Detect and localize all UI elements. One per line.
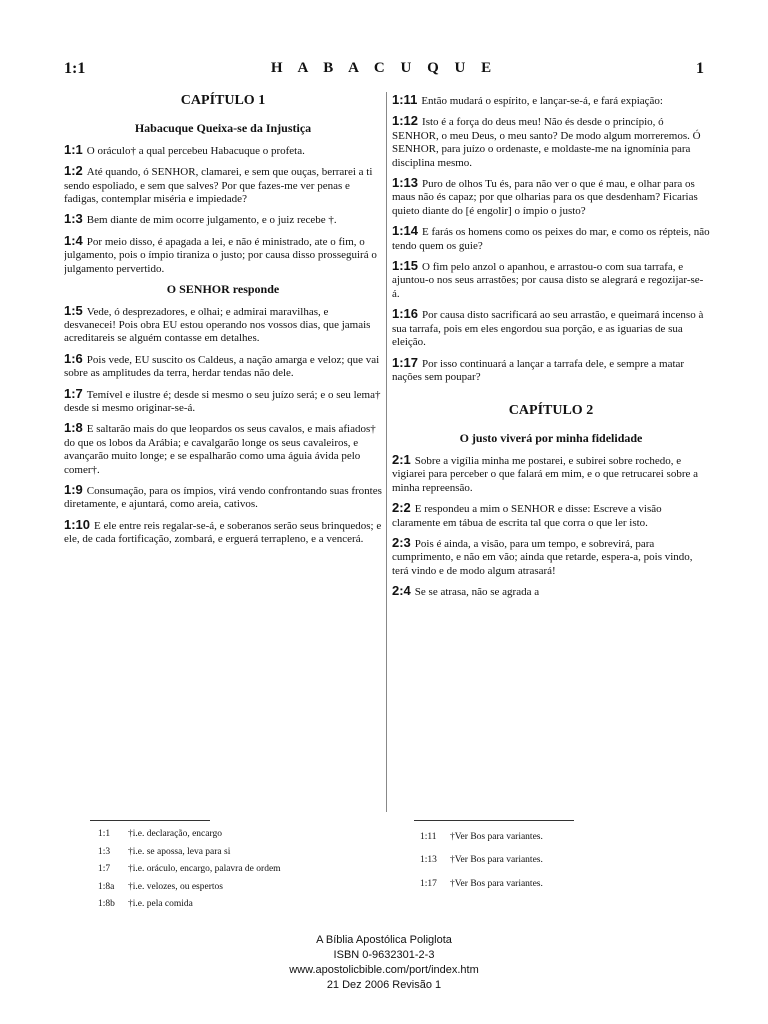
footer-url: www.apostolicbible.com/port/index.htm (289, 963, 479, 976)
verse (64, 211, 382, 227)
verse-ref: 1:5 (64, 302, 83, 318)
verse-text: Por isso continuará a lançar a tarrafa dele, e sempre a matar nações sem poupar? (392, 357, 685, 383)
footnote-ref: 1:7 (98, 864, 111, 875)
verse-ref: 1:13 (392, 175, 419, 191)
footnote-rule (414, 820, 574, 821)
footer-revision: 21 Dez 2006 Revisão 1 (326, 978, 442, 991)
left-column (64, 92, 382, 812)
footnote-text: †i.e. velozes, ou espertos (128, 881, 223, 892)
footnote-rule (90, 820, 210, 821)
verse-ref: 1:10 (64, 516, 91, 532)
verse-text: Bem diante de mim ocorre julgamento, e o juiz recebe †. (86, 214, 337, 227)
verse-text: Se se atrasa, não se agrada a (414, 586, 540, 599)
footnote-ref: 1:1 (98, 829, 111, 839)
verse (64, 233, 382, 276)
verse-text: E farás os homens como os peixes do mar, e como os répteis, não tendo quem os guie? (392, 226, 710, 252)
verse-text: Até quando, ó SENHOR, clamarei, e sem que ouças, berrarei a ti sendo espoliado, e sem que salves? Por que fazes-me ver penas e fadigas, contemplar miséria e impiedade? (64, 166, 373, 205)
header-verse-ref: 1:1 (64, 60, 86, 77)
verse (392, 355, 710, 385)
section-title: O SENHOR responde (166, 281, 280, 296)
verse-text: Temível e ilustre é; desde si mesmo o seu juízo será; e o seu lema† desde si mesmo originar-se-á. (64, 388, 381, 415)
verse (392, 452, 710, 495)
section-title: Habacuque Queixa-se da Injustiça (134, 121, 312, 136)
verse (392, 175, 710, 218)
verse (64, 482, 382, 512)
verse (392, 258, 710, 301)
verse-ref: 2:1 (392, 452, 411, 468)
verse-ref: 1:3 (64, 211, 83, 227)
verse (392, 92, 710, 108)
footnote (420, 873, 710, 896)
footnote-text: †Ver Bos para variantes. (450, 855, 543, 866)
footnote (420, 826, 710, 849)
verse-text: Consumação, para os ímpios, virá vendo confrontando suas frontes diretamente, e ajuntará, como areia, cativos. (64, 485, 382, 511)
verse-text: E respondeu a mim o SENHOR e disse: Escreve a visão claramente em tábua de escrita tal que corra o que ler isto. (392, 503, 662, 529)
verse-ref: 1:8 (64, 420, 83, 436)
verse-text: Então mudará o espírito, e lançar-se-á, e fará expiação: (421, 95, 663, 107)
page-header (64, 60, 704, 82)
verse-ref: 1:11 (392, 92, 418, 107)
verse-ref: 1:16 (392, 306, 419, 322)
chapter-title: CAPÍTULO 2 (508, 403, 594, 419)
right-column (392, 92, 710, 792)
verse (392, 583, 710, 599)
verse-ref: 1:4 (64, 232, 83, 248)
verse-ref: 1:7 (64, 385, 83, 401)
verse-ref: 2:4 (392, 583, 411, 599)
verse-text: Vede, ó desprezadores, e olhai; e admirai maravilhas, e desvanecei! Pois obra EU estou operando nos vossos dias, que jamais acreditareis se alguém contasse em detalhes. (64, 305, 371, 345)
footnote-ref: 1:13 (420, 855, 437, 866)
verse-text: Pois é ainda, a visão, para um tempo, e sobrevirá, para cumprimento, e não em vão; ainda que retarde, espera-a, pois vindo, terá vindo e de modo algum atrasará! (392, 538, 693, 577)
verse (64, 420, 382, 477)
footnote (420, 849, 710, 872)
verse-text: Sobre a vigília minha me postarei, e subirei sobre rochedo, e vigiarei para perceber o que falará em mim, e o que retrucarei sobre a minha repreensão. (392, 455, 699, 494)
verse-text: E ele entre reis regalar-se-á, e soberanos serão seus brinquedos; e ele, de cada fortificação, zombará, e erguerá terrapleno, e a vencerá. (64, 519, 382, 546)
header-chapter-number: 1 (696, 60, 704, 77)
verse (392, 223, 710, 253)
verse (64, 517, 382, 547)
footnote-text: †i.e. pela comida (128, 899, 193, 910)
verse-text: Puro de olhos Tu és, para não ver o que é mau, e olhar para os maus não és capaz; por que olharias para os que desdenham? Ficarias quieto diante do [é engolir] o ímpio o justo? (392, 178, 698, 217)
footnote-text: †Ver Bos para variantes. (450, 832, 543, 842)
verse-ref: 1:17 (392, 354, 419, 370)
footer-isbn: ISBN 0-9632301-2-3 (333, 948, 435, 961)
verse-ref: 1:2 (64, 163, 83, 179)
footnotes-right (420, 826, 710, 896)
footnote-ref: 1:8a (98, 881, 115, 892)
footnote (98, 879, 378, 897)
column-divider (386, 92, 387, 812)
verse-ref: 2:2 (392, 500, 411, 516)
footnote-text: †Ver Bos para variantes. (450, 878, 543, 889)
footnote-ref: 1:3 (98, 846, 111, 857)
footnote (98, 896, 378, 914)
verse (64, 351, 382, 381)
footnote-text: †i.e. oráculo, encargo, palavra de ordem (128, 864, 281, 875)
footnote-text: †i.e. se apossa, leva para si (128, 846, 231, 857)
verse-text: O oráculo† a qual percebeu Habacuque o profeta. (86, 144, 305, 157)
footnotes-left (98, 826, 378, 914)
footnote (98, 861, 378, 879)
verse-text: E saltarão mais do que leopardos os seus cavalos, e mais afiados† do que os lobos da Arábia; e cavalgarão longe os seus cavaleiros, e avançarão muito longe; e se espalharão como uma águia ávida pelo comer†. (64, 423, 376, 476)
verse-ref: 1:6 (64, 350, 83, 366)
verse-text: Isto é a força do deus meu! Não és desde o princípio, ó SENHOR, o meu Deus, o meu santo? De modo algum morreremos. Ó SENHOR, para juízo o ordenaste, e moldaste-me na ignomínia para disciplina mesmo. (392, 116, 701, 169)
verse-text: Por causa disto sacrificará ao seu arrastão, e queimará incenso à sua tarrafa, pois em eles engordou sua porção, e as iguarias de sua eleição. (392, 309, 704, 349)
verse (392, 535, 710, 578)
footer-book-title: A Bíblia Apostólica Poliglota (316, 934, 452, 946)
verse (392, 113, 710, 170)
verse (392, 500, 710, 530)
footnote (98, 844, 378, 862)
footnote-ref: 1:8b (98, 899, 115, 910)
section-title: O justo viverá por minha fidelidade (459, 431, 643, 446)
verse-ref: 1:1 (64, 141, 83, 157)
verse (392, 306, 710, 349)
verse-ref: 2:3 (392, 535, 411, 551)
verse-ref: 1:14 (392, 223, 419, 239)
header-book-title: H A B A C U Q U E (270, 60, 498, 76)
verse (64, 303, 382, 346)
page-footer (0, 933, 768, 992)
footnote-ref: 1:17 (420, 878, 437, 889)
verse (64, 142, 382, 158)
footnote-text: †i.e. declaração, encargo (128, 829, 222, 839)
verse-ref: 1:12 (392, 113, 419, 129)
verse (64, 386, 382, 416)
verse-text: Pois vede, EU suscito os Caldeus, a nação amarga e veloz; que vai sobre as amplitudes da terra, herdar tendas não dele. (64, 353, 380, 380)
verse-text: Por meio disso, é apagada a lei, e não é ministrado, ate o fim, o julgamento, pois o ímpio tiraniza o justo; por causa disso prosseguirá o julgamento pervertido. (64, 235, 377, 275)
chapter-title: CAPÍTULO 1 (180, 93, 266, 108)
verse (64, 163, 382, 206)
footnote-ref: 1:11 (420, 832, 437, 842)
verse-ref: 1:9 (64, 482, 83, 498)
verse-text: O fim pelo anzol o apanhou, e arrastou-o com sua tarrafa, e ajuntou-o nos seus arrastões; por causa disto se alegrará e regozijar-se-á. (392, 261, 704, 300)
verse-ref: 1:15 (392, 258, 419, 274)
footnote (98, 826, 378, 844)
